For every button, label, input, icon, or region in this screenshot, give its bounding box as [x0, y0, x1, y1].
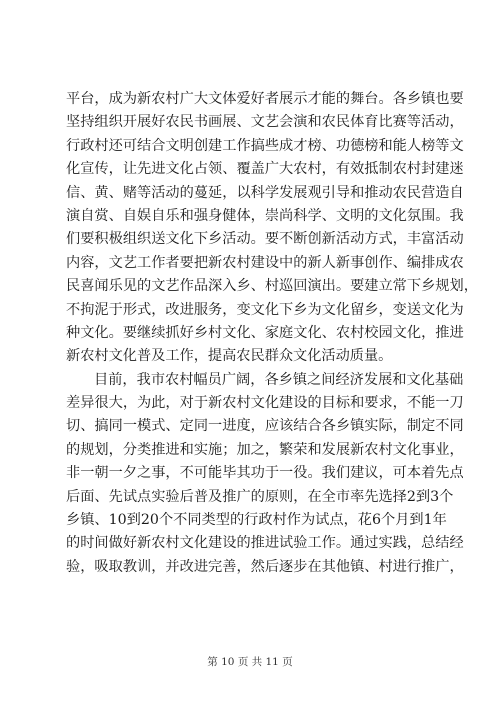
text-line: 切 、 搞 同 一 模 式 、 定 同 一 进 度 ， 应 该 结 合 各 乡 镇 实 际 ， 制 定 不 同: [66, 418, 464, 435]
text-line: 坚 持 组 织 开 展 好 农 民 书 画 展 、 文 艺 会 演 和 农 民 体 育 比 赛 等 活 动 ，: [66, 114, 464, 131]
page-footer: 第 10 页 共 11 页: [207, 656, 293, 668]
text-line: 行 政 村 还 可 结 合 文 明 创 建 工 作 搞 些 成 才 榜 、 功 德 榜 和 能 人 榜 等 文: [66, 137, 464, 154]
text-line: 内 容 ， 文 艺 工 作 者 要 把 新 农 村 建 设 中 的 新 人 新 事 创 作 、 编 排 成 农: [66, 254, 464, 271]
text-line: 化 宣 传 ， 让 先 进 文 化 占 领 、 覆 盖 广 大 农 村 ， 有 效 抵 制 农 村 封 建 迷: [66, 161, 464, 178]
text-line: 验 ， 吸 取 教 训 ， 并 改 进 完 善 ， 然 后 逐 步 在 其 他 镇 、 村 进 行 推 广 ，: [66, 558, 464, 575]
body-text: [66, 88, 478, 579]
text-line: 后 面 、 先 试 点 实 验 后 普 及 推 广 的 原 则 ， 在 全 市 率 先 选 择 2 到 3 个: [66, 488, 454, 505]
text-line: 的 规 划 ， 分 类 推 进 和 实 施 ； 加 之 ， 繁 荣 和 发 展 新 农 村 文 化 事 业 ，: [66, 441, 464, 458]
text-line: 信 、 黄 、 赌 等 活 动 的 蔓 延 ， 以 科 学 发 展 观 引 导 和 推 动 农 民 营 造 自: [66, 184, 464, 201]
text-line: 新农村文化普及工作，提高农民群众文化活动质量。: [66, 348, 393, 365]
text-line: 目 前 ， 我 市 农 村 幅 员 广 阔 ， 各 乡 镇 之 间 经 济 发 展 和 文 化 基 础: [94, 371, 464, 388]
text-line: 民 喜 闻 乐 见 的 文 艺 作 品 深 入 乡 、 村 巡 回 演 出 。 要 建 立 常 下 乡 规 划 ，: [66, 278, 478, 295]
text-line: 种 文 化 。 要 继 续 抓 好 乡 村 文 化 、 家 庭 文 化 、 农 村 校 园 文 化 ， 推 进: [66, 324, 464, 341]
text-line: 们 要 积 极 组 织 送 文 化 下 乡 活 动 。 要 不 断 创 新 活 动 方 式 ， 丰 富 活 动: [66, 231, 464, 248]
text-line: 平 台 ， 成 为 新 农 村 广 大 文 体 爱 好 者 展 示 才 能 的 舞 台 。 各 乡 镇 也 要: [66, 91, 464, 107]
text-line: 演 自 赏 、 自 娱 自 乐 和 强 身 健 体 ， 崇 尚 科 学 、 文 明 的 文 化 氛 围 。 我: [66, 207, 464, 224]
text-line: 乡 镇 、 10 到 20 个 不 同 类 型 的 行 政 村 作 为 试 点 ， 花 6 个 月 到 1 年: [66, 512, 447, 529]
text-line: 非 一 朝 一 夕 之 事 ， 不 可 能 毕 其 功 于 一 役 。 我 们 建 议 ， 可 本 着 先 点: [66, 465, 464, 482]
text-line: 不 拘 泥 于 形 式 ， 改 进 服 务 ， 变 文 化 下 乡 为 文 化 留 乡 ， 变 送 文 化 为: [66, 301, 464, 318]
text-line: 的 时 间 做 好 新 农 村 文 化 建 设 的 推 进 试 验 工 作 。 通 过 实 践 ， 总 结 经: [66, 535, 464, 552]
text-line: 差 异 很 大 ， 为 此 ， 对 于 新 农 村 文 化 建 设 的 目 标 和 要 求 ， 不 能 一 刀: [66, 395, 464, 412]
